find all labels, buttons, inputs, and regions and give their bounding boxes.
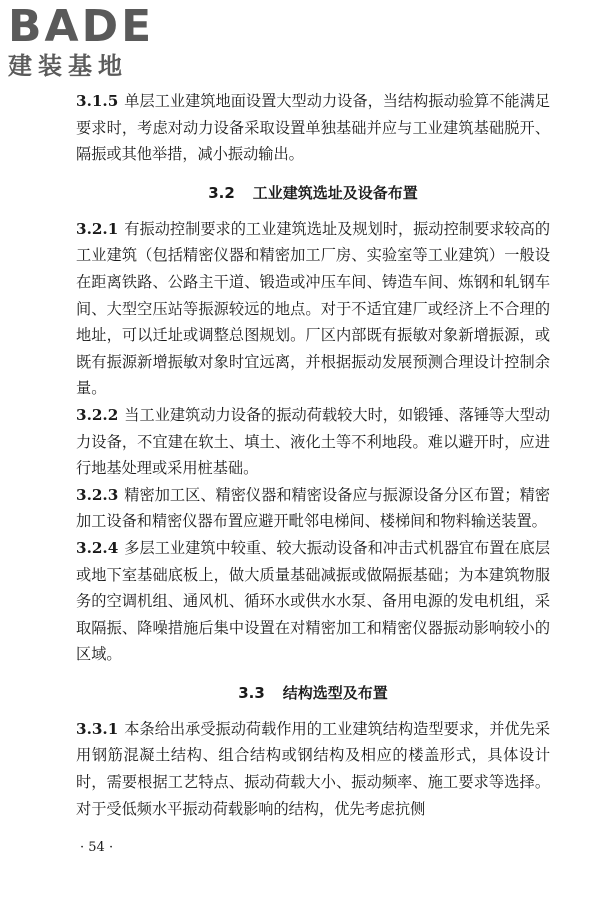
clause-3-1-5 (76, 88, 550, 168)
document-body (76, 88, 550, 822)
clause-3-2-1 (76, 216, 550, 402)
clause-text: 多层工业建筑中较重、较大振动设备和冲击式机器宜布置在底层或地下室基础底板上，做大质量基础减振或做隔振基础；为本建筑物服务的空调机组、通风机、循环水或供水水泵、备用电源的发电机组，采取隔振、降噪措施后集中设置在对精密加工和精密仪器振动影响较小的区域。 (76, 538, 550, 664)
clause-number: 3.2.4 (76, 538, 119, 557)
clause-text: 当工业建筑动力设备的振动荷载较大时，如锻锤、落锤等大型动力设备，不宜建在软土、填土、液化土等不利地段。难以避开时，应进行地基处理或采用桩基础。 (76, 405, 550, 478)
section-heading-3-2 (76, 182, 550, 204)
clause-text: 精密加工区、精密仪器和精密设备应与振源设备分区布置；精密加工设备和精密仪器布置应避开毗邻电梯间、楼梯间和物料输送装置。 (76, 485, 550, 531)
section-title: 工业建筑选址及设备布置 (252, 183, 418, 202)
section-heading-3-3 (76, 682, 550, 704)
clause-text: 单层工业建筑地面设置大型动力设备，当结构振动验算不能满足要求时，考虑对动力设备采取设置单独基础并应与工业建筑基础脱开、隔振或其他举措，减小振动输出。 (76, 92, 550, 164)
clause-number: 3.2.1 (76, 219, 119, 238)
brand-logo (8, 1, 178, 86)
clause-number: 3.2.3 (76, 485, 119, 504)
section-number: 3.2 (208, 183, 235, 202)
section-title: 结构选型及布置 (282, 683, 388, 702)
page-number: · 54 · (80, 840, 114, 855)
clause-text: 有振动控制要求的工业建筑选址及规划时，振动控制要求较高的工业建筑（包括精密仪器和精密加工厂房、实验室等工业建筑）一般设在距离铁路、公路主干道、锻造或冲压车间、铸造车间、炼钢和轧钢车间、大型空压站等振源较远的地点。对于不适宜建厂或经济上不合理的地址，可以迁址或调整总图规划。厂区内部既有振敏对象新增振源，或既有振源新增振敏对象时宜远离，并根据振动发展预测合理设计控制余量。 (76, 219, 550, 398)
logo-subtitle-text: 建装基地 (8, 52, 128, 80)
logo-brand-text: BADE (8, 1, 155, 52)
clause-number: 3.2.2 (76, 405, 119, 424)
clause-number: 3.1.5 (76, 92, 119, 110)
clause-3-2-4 (76, 535, 550, 668)
clause-3-2-3 (76, 482, 550, 535)
clause-number: 3.3.1 (76, 719, 119, 738)
clause-3-3-1 (76, 716, 550, 822)
clause-3-2-2 (76, 402, 550, 482)
section-number: 3.3 (238, 683, 265, 702)
clause-text: 本条给出承受振动荷载作用的工业建筑结构造型要求，并优先采用钢筋混凝土结构、组合结构或钢结构及相应的楼盖形式，具体设计时，需要根据工艺特点、振动荷载大小、振动频率、施工要求等选择。对于受低频水平振动荷载影响的结构，优先考虑抗侧 (76, 719, 550, 818)
